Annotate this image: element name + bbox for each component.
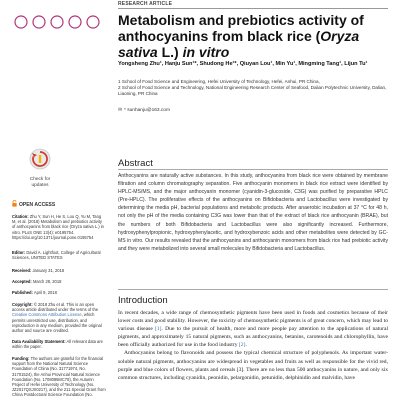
affiliation-1: 1 School of Food Science and Engineering, Hefei University of Technology, Hefei, Anhui, PR China, — [118, 79, 320, 84]
header-divider — [118, 8, 388, 9]
article-type: RESEARCH ARTICLE — [118, 1, 173, 7]
intro-paragraph-1: In recent decades, a wide range of chemosynthetic pigments have been used in foods and cosmetics because of their lower costs and good stability. However, the toxicity of chemosynthetic pigments is of great concern, which may lead to various disease [1]. Due to the pursuit of health, more and more people pay attention to the applications of natural pigments, and approximately 15 natural pigments, such as anthocyanins, betanins, carotenoids and chlorophyllin, have been officially authorized for use in the food industry [2]. — [118, 310, 389, 349]
editor-block: Editor: David A. Lightfoot, College of Agricultural Sciences, UNITED STATES — [12, 250, 101, 261]
plos-one-logo[interactable] — [12, 5, 102, 39]
introduction-heading: Introduction — [118, 295, 168, 306]
license-link[interactable]: Creative Commons Attribution License — [12, 312, 82, 318]
badge-label-2: updates — [31, 182, 49, 188]
affiliation-2: 2 School of Food Science and Technology, National Engineering Research Center of Seafood, Dalian Polytechnic University, Dalian, Liaoning, PR China — [118, 85, 387, 96]
accepted-date: Accepted: March 28, 2018 — [12, 279, 62, 284]
open-lock-icon — [12, 200, 17, 207]
received-date: Received: January 31, 2018 — [12, 268, 65, 273]
author-list: Yongsheng Zhu¹, Hanju Sun¹*, Shudong He¹*, Qiuyan Lou¹, Min Yu¹, Mingming Tang¹, Lijun Tu¹ — [118, 61, 368, 67]
intro-paragraph-2: Anthocyanins belong to flavonoids and possess the typical chemical structure of polyphenols. As important water-soluble natural pigments, anthocyanins are widespread in vegetables and fruits as well as responsible for the vivid red, purple and blue colors of flowers, plants and cereals [3]. There are no less than 500 anthocyanins in nature, and only six common structures, including cyanidin, peonidin, pelargonidin, petunidin, delphinidin and malvidin, have — [118, 350, 388, 381]
envelope-icon: ✉ — [118, 108, 123, 113]
funding-block: Funding: The authors are grateful for the financial support from the National Natural Science Foundation of China (No. 31771974, No. 31701524), the Anhui Provincial Natural Science Foundation (No. 1708085MC78), the Autumn Project of Hefei University of Technology (No. JZ2017QSJX0217), and the 211 Special Grant from China Postdoctoral Science Foundation (No. — [12, 356, 106, 398]
data-availability-block: Data Availability Statement: All relevant data are within the paper. — [12, 339, 103, 350]
copyright-block: Copyright: © 2018 Zhu et al. This is an open access article distributed under the terms of the Creative Commons Attribution License, which permits unrestricted use, distribution, and reproduction in any medium, provided the original author and source are credited. — [12, 302, 102, 334]
check-for-updates-icon — [29, 148, 51, 170]
check-for-updates-badge[interactable] — [22, 148, 58, 188]
corresponding-email[interactable]: ✉ * sunhanju@163.com — [118, 108, 170, 113]
published-date: Published: April 9, 2018 — [12, 290, 57, 295]
citation-link-1[interactable]: [1] — [155, 326, 162, 333]
citation-link-2[interactable]: [2] — [238, 342, 246, 349]
abstract-divider — [118, 169, 388, 170]
citation-block: Citation: Zhu Y, Sun H, He S, Lou Q, Yu M, Tang M, et al. (2018) Metabolism and prebiotics activity of anthocyanins from black rice (Oryza sativa L.) in vitro. PLoS ONE 13(4): e0195754. https://doi.org/10.1371/journal.pone.0195754 — [12, 214, 104, 240]
abstract-heading: Abstract — [118, 158, 153, 169]
introduction-body — [118, 309, 388, 382]
affiliations — [118, 79, 388, 97]
badge-label-1: Check for — [29, 177, 51, 182]
open-access-label[interactable]: OPEN ACCESS — [12, 200, 102, 208]
intro-divider — [118, 289, 388, 290]
abstract-text: Anthocyanins are naturally active substances. In this study, anthocyanins from black rice were obtained by membrane filtration and column chromatography separation. Five anthocyanin monomers in black rice extract were identified by HPLC-MS/MS, and the major anthocyanin monomer (cyanidin-3-glucoside, C3G) was purified by preparative HPLC (Pre-HPLC). The proliferative effects of the anthocyanins on Bifidobacteria and Lactobacillus were investigated by determining the media pH, bacterial populations and metabolic products. After anaerobic incubation at 37 °C for 48 h, not only the pH of the media containing C3G was lower than that of the extract of black rice anthocyanin (BRAE), but the numbers of both Bifidobacteria and Lactobacillus were also significantly increased. Furthermore, hydroxyphenylpropionic, hydroxyphenylacetic, and hydroxybenzoic acids and other metabolites were detected by GC-MS in vitro. Our results revealed that the anthocyanins and anthocyanin monomers from black rice had prebiotic activity and they were metabolized into several small molecules by Bifidobacteria and Lactobacillus. — [118, 173, 388, 252]
article-title: Metabolism and prebiotics activity of anthocyanins from black rice (Oryza sativa L.) in vitro — [118, 12, 364, 60]
